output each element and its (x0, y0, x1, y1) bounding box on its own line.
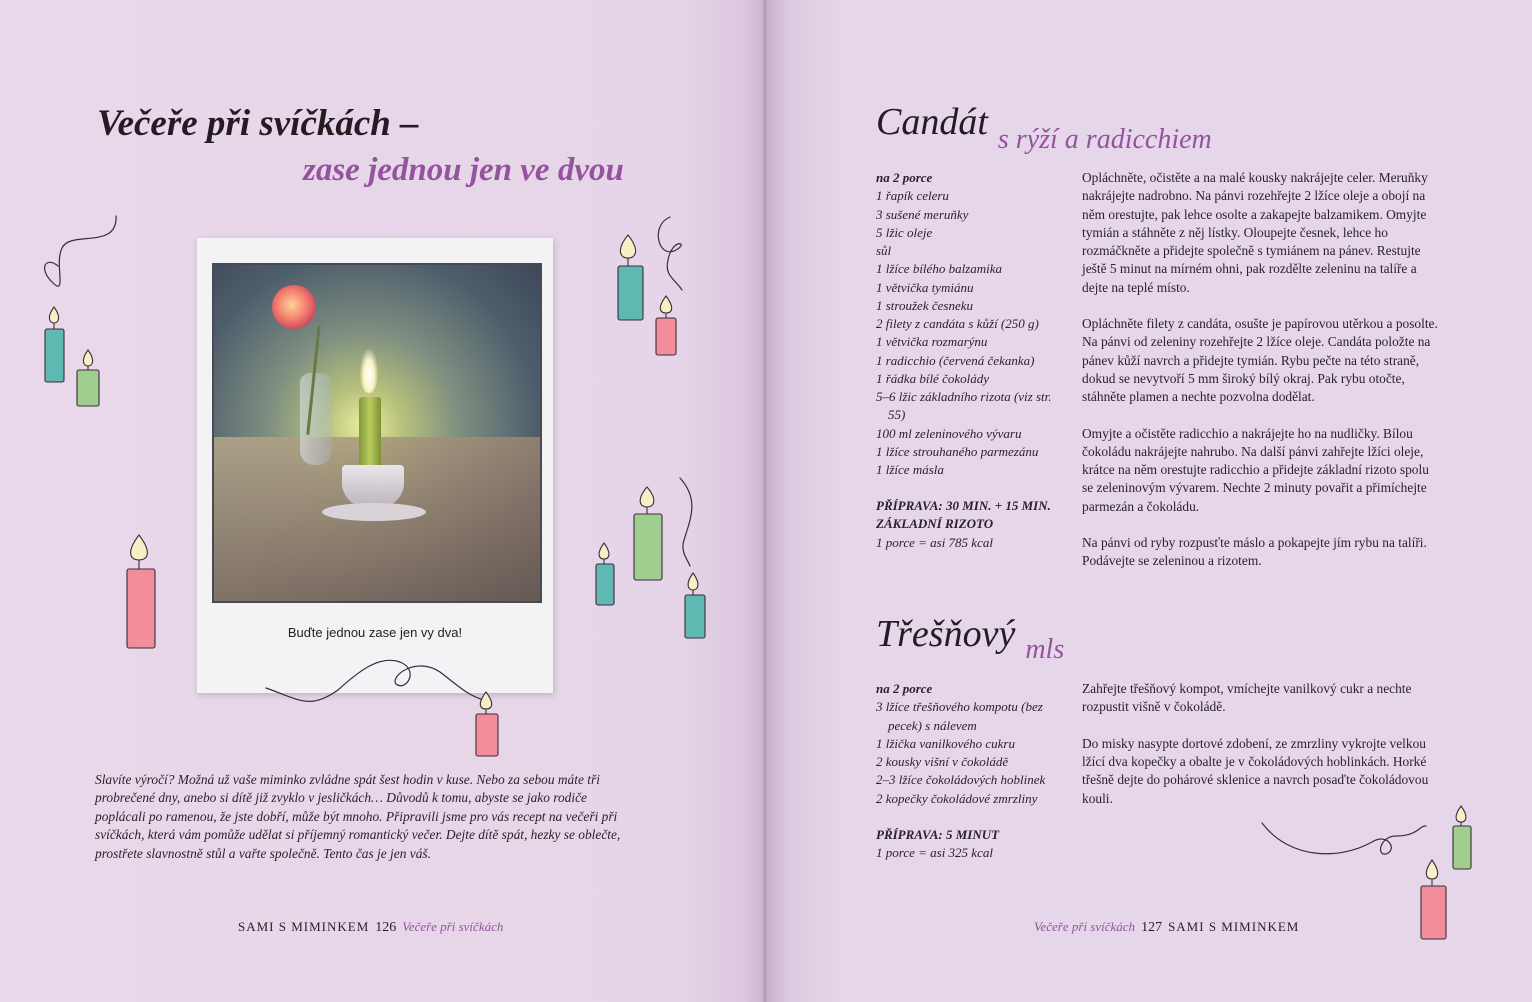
candle-icon (596, 543, 614, 605)
page-number: 126 (375, 920, 397, 935)
ingredient-item: 5 lžic oleje (876, 224, 933, 240)
recipe-title-sub: mls (1025, 634, 1065, 665)
ingredient-item: 1 lžíce másla (876, 462, 944, 477)
ingredient-item: 1 radicchio (červená čekanka) (876, 352, 1035, 368)
page-number: 127 (1141, 920, 1163, 935)
ingredient-item: 1 lžíce bílého balzamika (876, 261, 1003, 277)
ingredient-item: 1 lžíce strouhaného parmezánu (876, 443, 1039, 459)
swirl-line-icon (680, 478, 692, 566)
method-step: Omyjte a očistěte radicchio a nakrájejte ho na nudličky. Bílou čokoládu nakrájejte nahrubo. Na další pánvi zahřejte lžíci oleje, krátce na něm orestujte radicchio a přidejte základní rizoto spolu se zeleninovým vývarem. Nechte 2 minuty povařit a přimíchejte parmezán a čokoládu. (1082, 425, 1429, 514)
ingredient-item: 3 lžíce třešňového kompotu (bez pecek) s nálevem (876, 699, 1043, 733)
candle-icon (45, 307, 64, 382)
swirl-line-icon (658, 217, 682, 290)
method-step: Do misky nasypte dortové zdobení, ze zmrzliny vykrojte velkou lžící dva kopečky a obalte je v čokoládových hoblinkách. Horké třešně dejte do pohárové sklenice a navrch posaďte čokoládovou kouli. (1082, 735, 1429, 806)
folio-book-title: SAMI S MIMINKEM (1168, 919, 1300, 934)
ingredient-item: 100 ml zeleninového vývaru (876, 425, 1022, 441)
ingredient-item: 3 sušené meruňky (876, 206, 969, 222)
candle-icon (685, 573, 705, 638)
swirl-line-icon (45, 216, 116, 286)
swirl-line-icon (266, 660, 484, 701)
ingredient-item: sůl (876, 243, 892, 258)
servings: na 2 porce (876, 681, 933, 696)
recipe-title-sub: s rýží a radicchiem (997, 124, 1212, 155)
ingredient-item: 1 větvička rozmarýnu (876, 334, 988, 350)
recipe-title-main: Candát (876, 101, 988, 143)
calories: 1 porce = asi 785 kcal (876, 534, 993, 550)
photo-caption: Buďte jednou zase jen vy dva! (287, 625, 463, 640)
ingredient-item: 1 řádka bílé čokolády (876, 370, 989, 386)
swirl-line-icon (1262, 823, 1426, 854)
ingredient-item: 5–6 lžic základního rizota (viz str. 55) (876, 389, 1052, 423)
prep-time: PŘÍPRAVA: 5 MINUT (876, 827, 1000, 842)
servings: na 2 porce (876, 170, 933, 185)
candle-icon (656, 296, 676, 355)
folio-section: Večeře při svíčkách (1034, 919, 1136, 934)
candle-icon (476, 692, 498, 756)
ingredient-item: 1 řapík celeru (876, 188, 949, 204)
candle-icon (77, 350, 99, 406)
method-step: Zahřejte třešňový kompot, vmíchejte vanilkový cukr a nechte rozpustit višně v čokoládě. (1082, 681, 1412, 715)
ingredient-item: 2 kopečky čokoládové zmrzliny (876, 790, 1038, 806)
folio-book-title: SAMI S MIMINKEM (238, 919, 370, 934)
ingredient-item: 1 stroužek česneku (876, 297, 973, 313)
method-step: Na pánvi od ryby rozpusťte máslo a pokapejte jím rybu na talíři. Podávejte se zeleninou a rizotem. (1082, 535, 1427, 569)
prep-time: PŘÍPRAVA: 30 MIN. + 15 MIN. ZÁKLADNÍ RIZOTO (876, 498, 1051, 532)
calories: 1 porce = asi 325 kcal (876, 845, 993, 861)
candle-icon (634, 487, 662, 580)
ingredient-item: 1 lžička vanilkového cukru (876, 735, 1015, 751)
ingredient-item: 2 filety z candáta s kůží (250 g) (876, 316, 1039, 331)
candle-icon (127, 535, 155, 648)
chapter-title: Večeře při svíčkách – (97, 103, 419, 144)
method-step: Opláchněte, očistěte a na malé kousky nakrájejte celer. Meruňky nakrájejte nadrobno. Na pánvi rozehřejte 2 lžíce oleje a obojí na něm orestujte, pak lehce osolte a zakapejte balzamikem. Omyjte tymián a stáhněte z něj lístky. Oloupejte česnek, lehce ho rozmáčkněte a přidejte společně s tymiánem na pánev. Restujte ještě 5 minut na mírném ohni, pak rozdělte zeleninu na talíře a dejte na teplé místo. (1082, 170, 1428, 295)
folio-section: Večeře při svíčkách (402, 919, 504, 934)
candle-icon (1421, 860, 1446, 939)
ingredient-item: 2 kousky višní v čokoládě (876, 754, 1009, 769)
ingredient-item: 1 větvička tymiánu (876, 279, 974, 295)
chapter-subtitle: zase jednou jen ve dvou (303, 152, 624, 188)
recipe-title-main: Třešňový (876, 613, 1016, 655)
method-step: Opláchněte filety z candáta, osušte je papírovou utěrkou a posolte. Na pánvi od zeleniny rozehřejte 2 lžíce oleje. Candáta položte na pánev kůží navrch a přidejte tymián. Rybu pečte na této straně, dokud se nevytvoří 5 mm široký bílý okraj. Pak rybu otočte, stáhněte plamen a nechte pozvolna dodělat. (1082, 316, 1438, 404)
candle-icon (1453, 806, 1471, 869)
candle-icon (618, 235, 643, 320)
intro-paragraph: Slavíte výročí? Možná už vaše miminko zvládne spát šest hodin v kuse. Nebo za sebou máte tři probrečené dny, anebo si dítě již zvyklo v jesličkách… Důvodů k tomu, abyste se jako rodiče poplácali po ramenou, že jste dobří, může být mnoho. Připravili jsme pro vás recept na večeři při svíčkách, která vám pomůže udělat si příjemný romantický večer. Dejte dítě spát, hezky se oblečte, prostřete slavnostně stůl a vařte společně. Tento čas je jen váš. (95, 772, 621, 861)
ingredient-item: 2–3 lžíce čokoládových hoblinek (876, 772, 1046, 788)
